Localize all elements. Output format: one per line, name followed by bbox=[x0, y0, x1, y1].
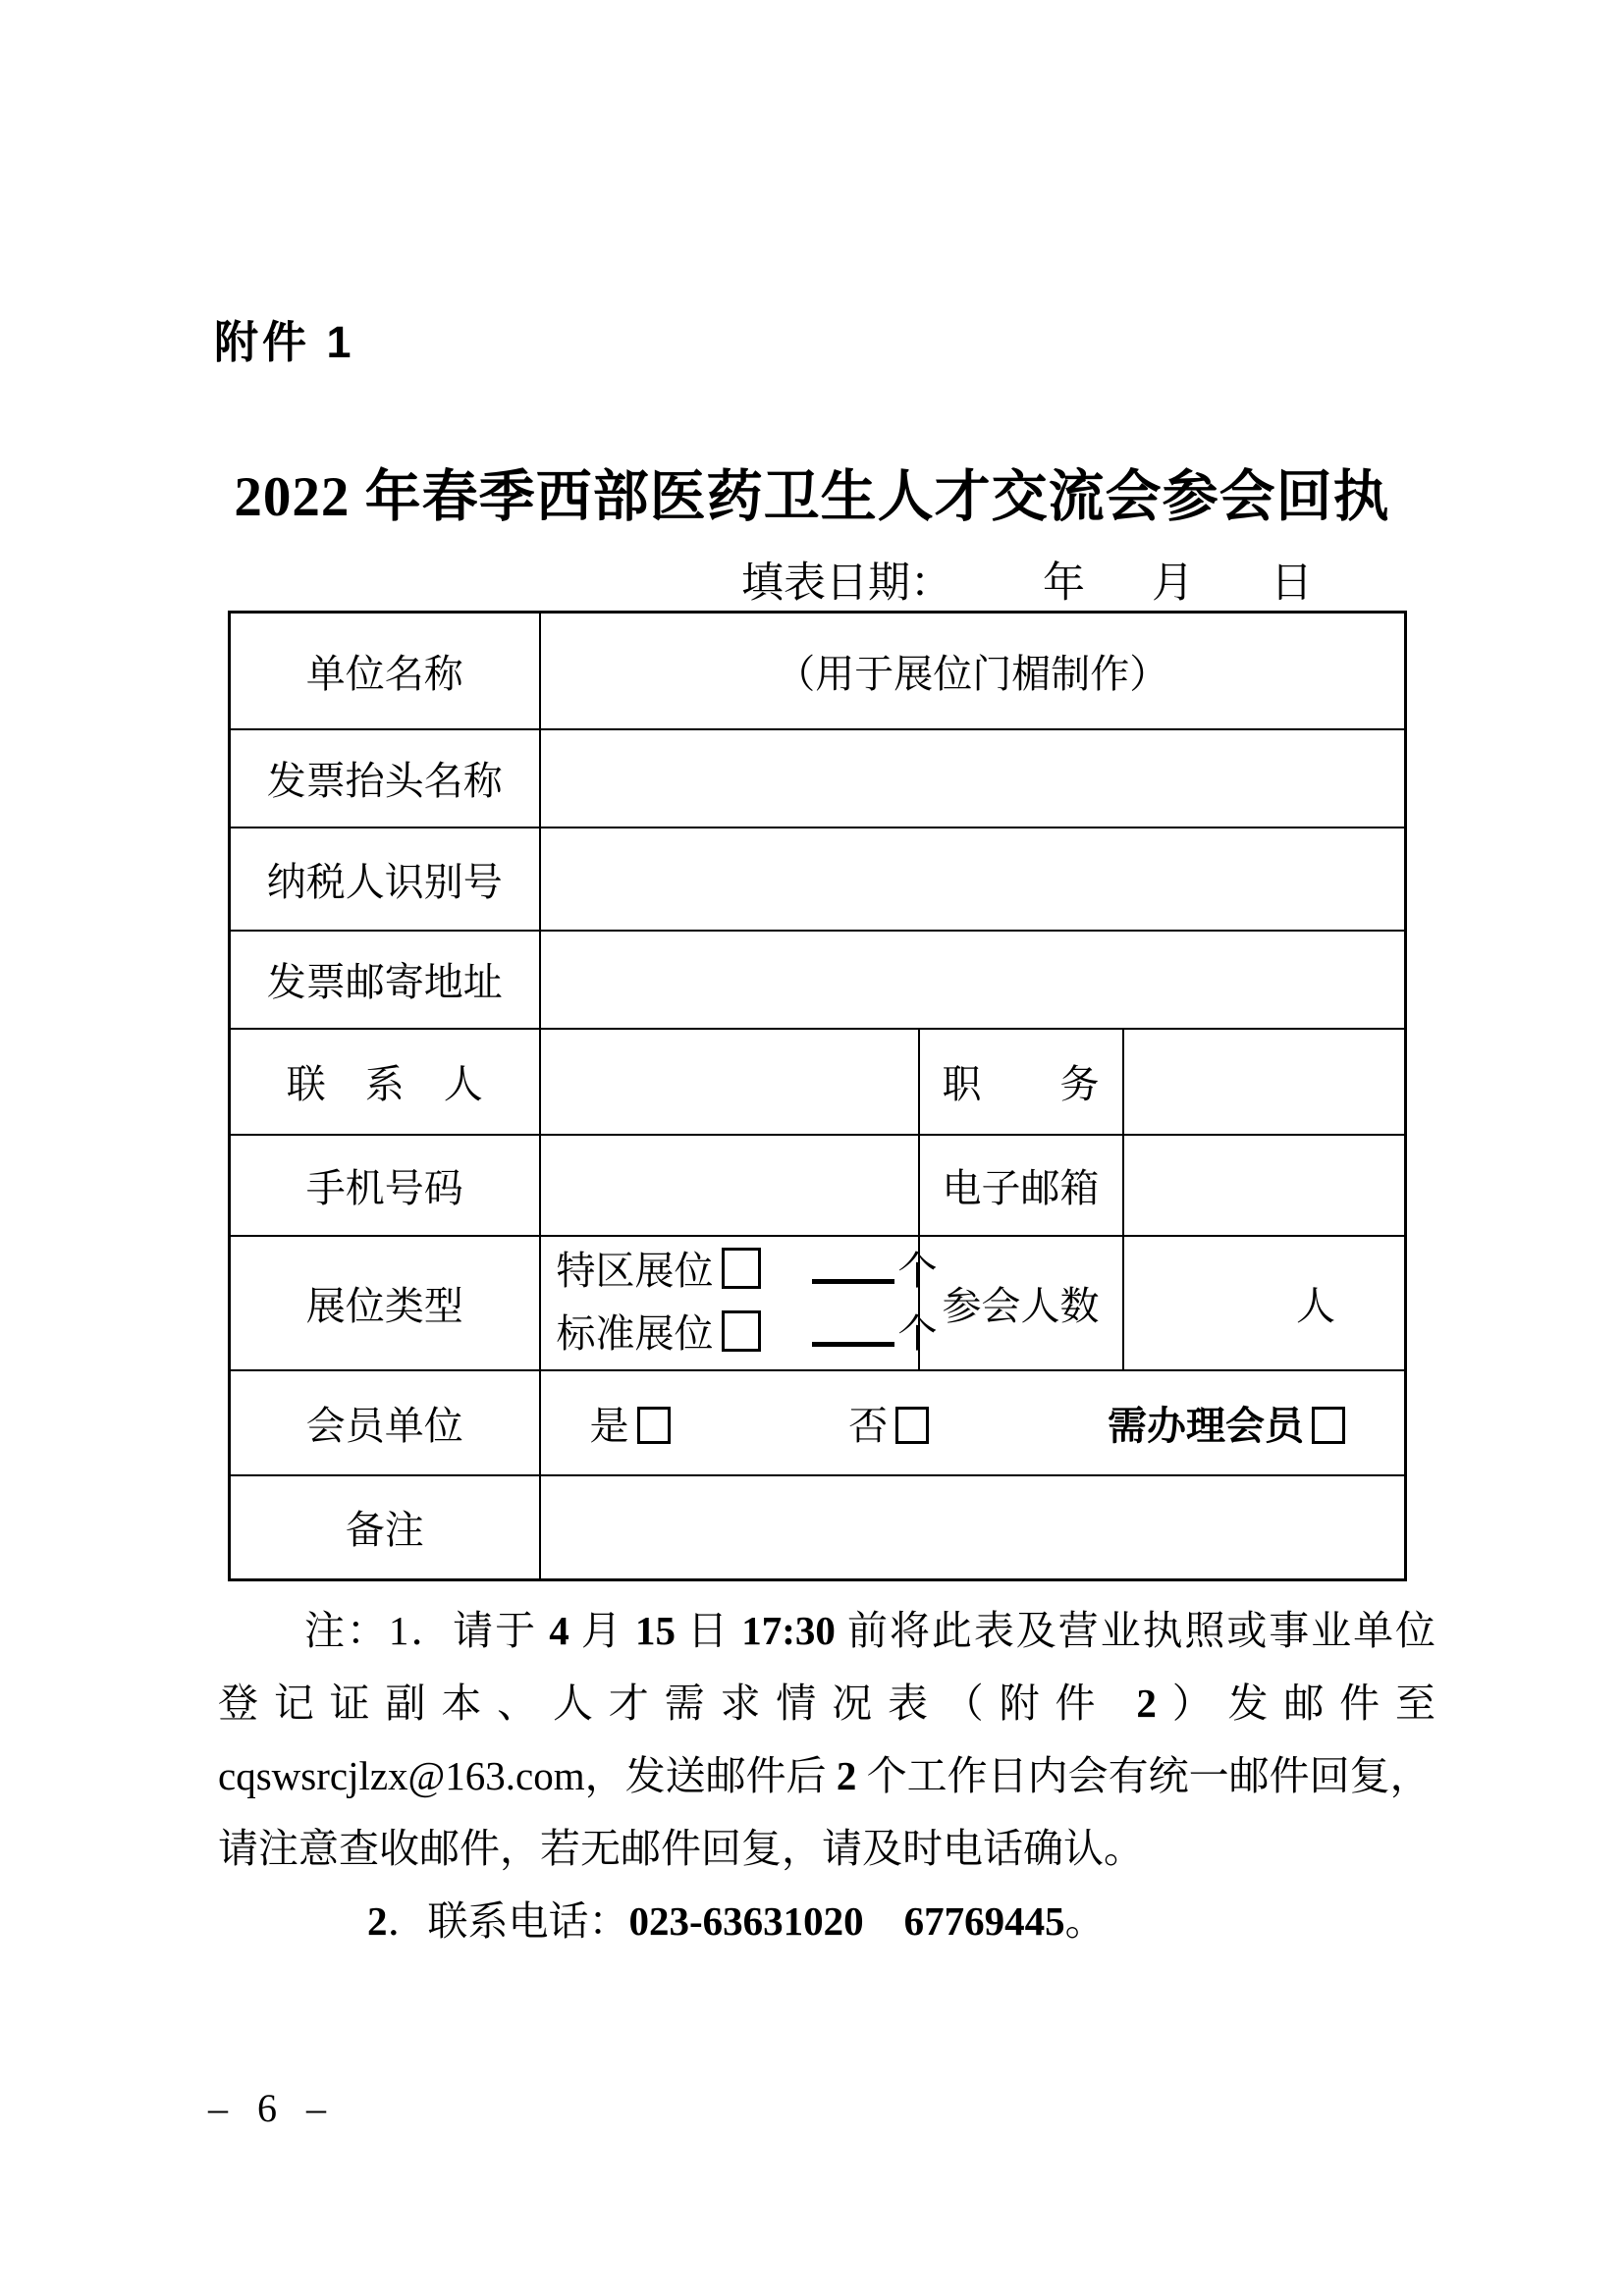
note-line-2 bbox=[218, 1667, 1435, 1739]
membership-apply-label: 需办理会员 bbox=[1108, 1404, 1305, 1448]
count-unit: 个 bbox=[897, 1311, 938, 1356]
membership-options bbox=[541, 1395, 1405, 1451]
unit-name-label: 单位名称 bbox=[230, 613, 540, 729]
membership-cell bbox=[540, 1370, 1406, 1475]
invoice-address-cell bbox=[540, 931, 1406, 1029]
text-segment: 登记证副本、人才需求情况表（附件 bbox=[218, 1681, 1137, 1726]
text-segment: 前将此表及营业执照或事业单位 bbox=[835, 1608, 1436, 1653]
note-line-5 bbox=[218, 1885, 1435, 1957]
count-unit: 个 bbox=[897, 1249, 938, 1293]
booth-type-cell bbox=[540, 1236, 938, 1370]
remark-label: 备注 bbox=[230, 1475, 540, 1580]
text-segment: 请注意查收邮件，若无邮件回复，请及时电话确认。 bbox=[218, 1826, 1144, 1871]
table-row bbox=[230, 1236, 1406, 1370]
membership-apply bbox=[1108, 1395, 1345, 1451]
text-segment: 。 bbox=[1064, 1898, 1106, 1944]
membership-yes bbox=[590, 1395, 671, 1451]
booth-option-special-label: 特区展位 bbox=[556, 1249, 714, 1293]
checkbox-standard-booth bbox=[722, 1310, 761, 1352]
notes-block bbox=[218, 1594, 1435, 1957]
text-segment: 4 bbox=[549, 1608, 569, 1653]
fill-date-label: 填表日期： bbox=[741, 561, 952, 607]
text-segment: 个工作日内会有统一邮件回复， bbox=[856, 1753, 1431, 1798]
fill-date-year: 年 bbox=[1043, 561, 1085, 607]
registration-form-table bbox=[228, 611, 1407, 1581]
booth-type-label: 展位类型 bbox=[230, 1236, 540, 1370]
membership-yes-label: 是 bbox=[589, 1403, 629, 1448]
count-blank-line bbox=[812, 1279, 894, 1284]
text-segment: 2 bbox=[1136, 1681, 1157, 1726]
text-segment: 15 bbox=[634, 1608, 676, 1653]
text-segment: 日 bbox=[675, 1608, 742, 1653]
checkbox-member-yes bbox=[637, 1407, 671, 1444]
note-line-1 bbox=[218, 1594, 1435, 1667]
booth-option-standard-label: 标准展位 bbox=[556, 1311, 714, 1356]
fill-date-line bbox=[741, 550, 1313, 610]
position-cell bbox=[1123, 1029, 1406, 1135]
table-row bbox=[230, 1029, 1406, 1135]
contact-cell bbox=[540, 1029, 919, 1135]
note-line-3 bbox=[218, 1739, 1435, 1812]
position-label: 职 务 bbox=[919, 1029, 1123, 1135]
text-segment: 2 bbox=[836, 1753, 857, 1798]
taxpayer-id-label: 纳税人识别号 bbox=[230, 828, 540, 931]
membership-no bbox=[848, 1395, 929, 1451]
booth-option-standard bbox=[556, 1303, 938, 1365]
table-row bbox=[230, 1135, 1406, 1236]
text-segment: ）发邮件至 bbox=[1156, 1681, 1436, 1726]
attendees-cell: 人 bbox=[1123, 1236, 1406, 1370]
note-line-4 bbox=[218, 1812, 1435, 1885]
table-row bbox=[230, 828, 1406, 931]
checkbox-special-booth bbox=[722, 1248, 761, 1289]
invoice-title-label: 发票抬头名称 bbox=[230, 729, 540, 828]
fill-date-month: 月 bbox=[1152, 561, 1194, 607]
mobile-cell bbox=[540, 1135, 919, 1236]
page-number: – 6 – bbox=[208, 2086, 336, 2130]
invoice-address-label: 发票邮寄地址 bbox=[230, 931, 540, 1029]
fill-date-day: 日 bbox=[1271, 561, 1313, 607]
table-row bbox=[230, 1475, 1406, 1580]
booth-option-special bbox=[556, 1240, 938, 1303]
contact-label: 联 系 人 bbox=[230, 1029, 540, 1135]
table-row bbox=[230, 931, 1406, 1029]
text-segment: 月 bbox=[568, 1608, 635, 1653]
table-row bbox=[230, 613, 1406, 729]
count-blank-line bbox=[812, 1342, 894, 1347]
unit-name-cell: （用于展位门楣制作） bbox=[540, 613, 1406, 729]
attendees-label: 参会人数 bbox=[919, 1236, 1123, 1370]
checkbox-member-no bbox=[895, 1407, 929, 1444]
text-segment: 023-63631020 67769445 bbox=[628, 1898, 1065, 1944]
attachment-label: 附件 1 bbox=[214, 317, 355, 367]
table-row bbox=[230, 729, 1406, 828]
text-segment: 注：1．请于 bbox=[304, 1608, 550, 1653]
checkbox-member-apply bbox=[1312, 1407, 1345, 1444]
text-segment: ．联系电话： bbox=[387, 1898, 629, 1944]
text-segment: 17:30 bbox=[741, 1608, 836, 1653]
email-cell bbox=[1123, 1135, 1406, 1236]
text-segment: 2 bbox=[367, 1898, 388, 1944]
text-segment: ，发送邮件后 bbox=[584, 1753, 837, 1798]
membership-label: 会员单位 bbox=[230, 1370, 540, 1475]
table-row bbox=[230, 1370, 1406, 1475]
invoice-title-cell bbox=[540, 729, 1406, 828]
taxpayer-id-cell bbox=[540, 828, 1406, 931]
document-title: 2022 年春季西部医药卫生人才交流会参会回执 bbox=[234, 466, 1390, 528]
membership-no-label: 否 bbox=[848, 1403, 889, 1448]
text-segment: cqswsrcjlzx@163.com bbox=[218, 1753, 585, 1798]
remark-cell bbox=[540, 1475, 1406, 1580]
email-label: 电子邮箱 bbox=[919, 1135, 1123, 1236]
mobile-label: 手机号码 bbox=[230, 1135, 540, 1236]
